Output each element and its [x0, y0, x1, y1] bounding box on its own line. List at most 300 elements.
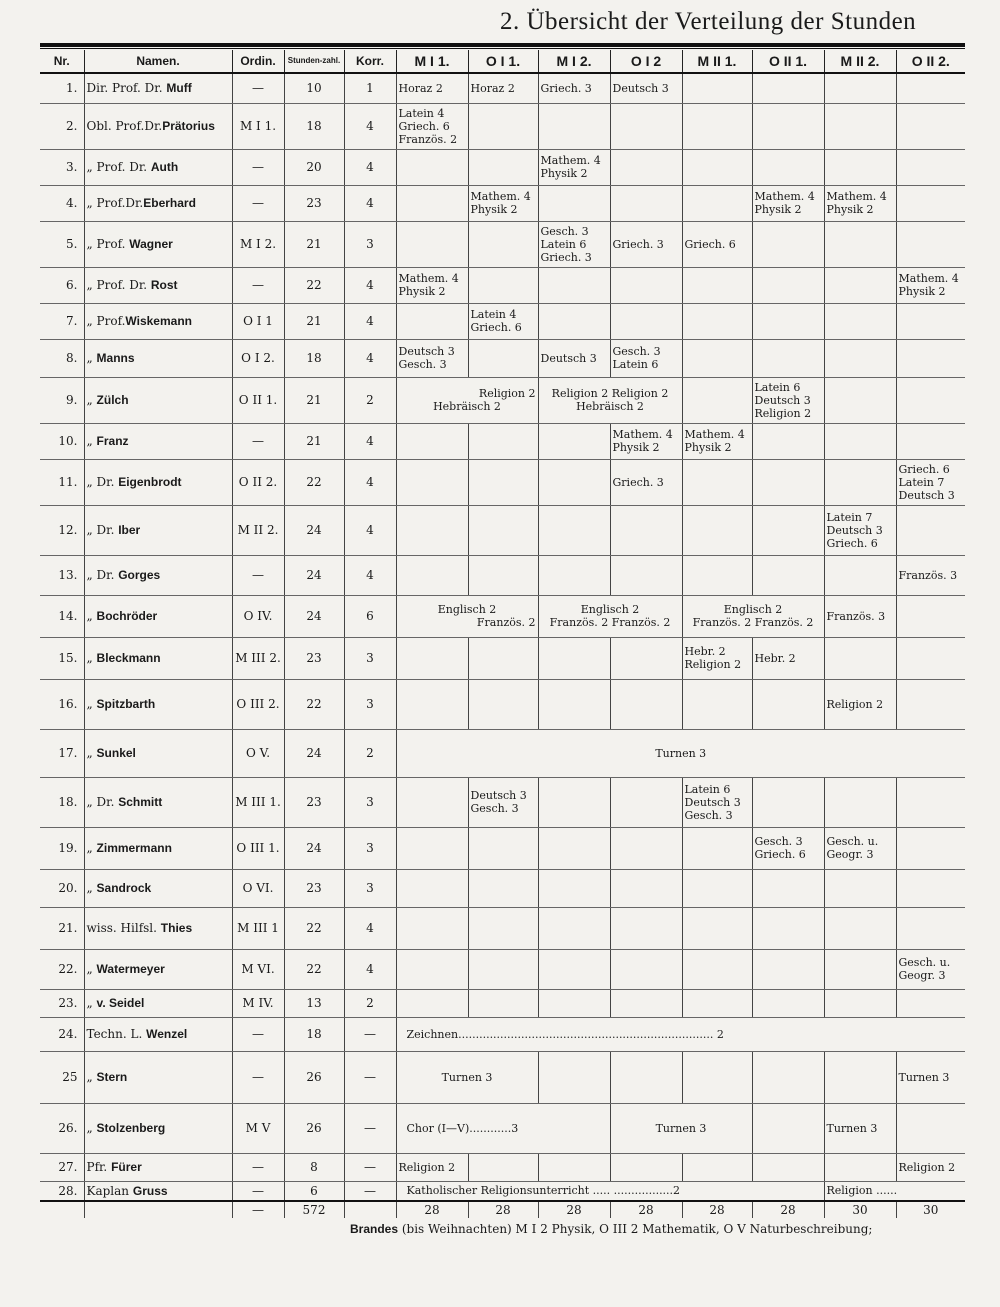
class-cell: [610, 637, 682, 679]
class-cell: [396, 777, 468, 827]
row-number: 9.: [40, 377, 84, 423]
teacher-name: [84, 729, 232, 777]
ordinariat: O II 2.: [232, 459, 284, 505]
sum-class: 28: [468, 1201, 538, 1218]
corrections: 2: [344, 729, 396, 777]
corrections: —: [344, 1181, 396, 1201]
teacher-name: [84, 377, 232, 423]
subject-entry: Englisch 2: [723, 603, 783, 616]
ordinariat: M VI.: [232, 949, 284, 989]
teacher-title: „: [86, 746, 93, 760]
teacher-surname: v. Seidel: [96, 996, 145, 1010]
teacher-name: [84, 267, 232, 303]
ordinariat: —: [232, 1153, 284, 1181]
class-cell: [682, 1153, 752, 1181]
class-cell: [468, 149, 538, 185]
class-cell: [538, 1051, 610, 1103]
footnote-name: Brandes: [350, 1222, 399, 1236]
class-cell: [752, 679, 824, 729]
subject-entry: Geogr. 3: [898, 969, 946, 982]
subject-entry: Englisch 2: [580, 603, 640, 616]
teacher-title: „ Dr.: [86, 795, 115, 809]
class-cell: [538, 505, 610, 555]
teacher-name: [84, 185, 232, 221]
subject-entry: Deutsch 3: [898, 488, 955, 502]
class-cell: [396, 185, 468, 221]
class-cell: [896, 459, 965, 505]
subject-entry: Mathem. 4: [612, 428, 673, 441]
teacher-name: [84, 73, 232, 103]
corrections: 6: [344, 595, 396, 637]
subject-entry: Hebräisch 2: [576, 400, 644, 413]
sum-class: 28: [610, 1201, 682, 1218]
class-cell: [396, 459, 468, 505]
class-cell: [824, 827, 896, 869]
row-number: 10.: [40, 423, 84, 459]
teacher-title: „ Prof. Dr.: [86, 278, 148, 292]
hours: 8: [284, 1153, 344, 1181]
teacher-surname: Iber: [118, 523, 141, 537]
class-cell: [538, 185, 610, 221]
class-cell: [396, 637, 468, 679]
teacher-title: Obl. Prof.Dr.: [86, 119, 163, 133]
sum-cell: [84, 1201, 232, 1218]
class-cell: [682, 637, 752, 679]
hours: 21: [284, 423, 344, 459]
class-cell: [824, 185, 896, 221]
table-row: [40, 103, 965, 149]
table-row: [40, 1103, 965, 1153]
class-cell: [752, 149, 824, 185]
hours: 22: [284, 459, 344, 505]
table-row: [40, 303, 965, 339]
hours: 10: [284, 73, 344, 103]
teacher-title: Pfr.: [86, 1160, 108, 1174]
row-number: 1.: [40, 73, 84, 103]
class-cell: [468, 505, 538, 555]
subject-entry: Englisch 2: [437, 603, 497, 616]
teacher-surname: Franz: [96, 434, 129, 448]
class-cell: [396, 103, 468, 149]
subject-entry: Latein 7: [898, 475, 945, 489]
class-cell: [396, 339, 468, 377]
class-cell: [824, 377, 896, 423]
class-cell: [396, 377, 538, 423]
subject-entry: Deutsch 3: [826, 523, 883, 537]
col-header: M II 2.: [824, 50, 896, 73]
class-cell: [682, 827, 752, 869]
class-cell: [468, 103, 538, 149]
schedule-table: [40, 50, 965, 1218]
teacher-title: „ Prof.: [86, 314, 126, 328]
class-cell: [468, 907, 538, 949]
class-cell: [682, 423, 752, 459]
teacher-title: „: [86, 881, 93, 895]
class-cell: Religion 2: [824, 679, 896, 729]
subject-entry: Latein 6: [754, 380, 801, 394]
teacher-title: Dir. Prof. Dr.: [86, 81, 163, 96]
teacher-name: [84, 989, 232, 1017]
hours: 18: [284, 339, 344, 377]
teacher-surname: Sandrock: [96, 881, 152, 895]
teacher-title: „: [86, 351, 93, 365]
teacher-title: „: [86, 841, 93, 855]
sum-class: 28: [682, 1201, 752, 1218]
table-row: [40, 949, 965, 989]
class-cell: [824, 637, 896, 679]
subject-entry: Physik 2: [826, 203, 874, 216]
class-cell: [610, 267, 682, 303]
ordinariat: —: [232, 423, 284, 459]
teacher-title: „ Dr.: [86, 475, 115, 489]
corrections: 3: [344, 777, 396, 827]
teacher-name: [84, 459, 232, 505]
corrections: 2: [344, 377, 396, 423]
row-number: 6.: [40, 267, 84, 303]
teacher-surname: Zimmermann: [96, 841, 172, 855]
class-cell: [538, 869, 610, 907]
hours: 6: [284, 1181, 344, 1201]
sum-class: 28: [538, 1201, 610, 1218]
class-cell: [682, 1051, 752, 1103]
class-cell: [468, 637, 538, 679]
row-number: 8.: [40, 339, 84, 377]
corrections: 4: [344, 907, 396, 949]
class-cell: [468, 185, 538, 221]
teacher-title: „ Prof. Dr.: [86, 160, 148, 174]
class-cell: [682, 777, 752, 827]
table-row: [40, 149, 965, 185]
top-rule-thin: [40, 48, 965, 49]
ordinariat: O V.: [232, 729, 284, 777]
class-cell: [682, 907, 752, 949]
corrections: 4: [344, 423, 396, 459]
teacher-title: wiss. Hilfsl.: [86, 921, 157, 935]
subject-entry: Physik 2: [398, 285, 446, 298]
col-header: Korr.: [344, 50, 396, 73]
class-cell: [752, 907, 824, 949]
ordinariat: O III 1.: [232, 827, 284, 869]
subject-entry: Französ. 2: [398, 132, 458, 146]
subject-entry: Mathem. 4: [754, 190, 815, 203]
teacher-name: [84, 303, 232, 339]
subject-entry: Religion 2: [684, 658, 742, 671]
teacher-surname: Sunkel: [96, 746, 136, 760]
class-cell: [896, 303, 965, 339]
subject-entry: Latein 6: [684, 782, 731, 796]
subject-entry: Gesch. 3: [470, 802, 519, 815]
subject-entry: Deutsch 3: [398, 345, 455, 358]
ordinariat: M III 1: [232, 907, 284, 949]
class-cell: [468, 459, 538, 505]
header-row: [40, 50, 965, 73]
teacher-surname: Thies: [160, 921, 193, 935]
hours: 22: [284, 679, 344, 729]
class-cell: Turnen 3: [824, 1103, 896, 1153]
class-cell: Griech. 3: [538, 73, 610, 103]
subject-entry: Deutsch 3: [470, 789, 527, 802]
class-cell: [682, 679, 752, 729]
subject-entry: Physik 2: [684, 441, 732, 454]
corrections: 4: [344, 103, 396, 149]
row-number: 18.: [40, 777, 84, 827]
class-cell: [896, 777, 965, 827]
class-cell: [538, 949, 610, 989]
ordinariat: O VI.: [232, 869, 284, 907]
corrections: 3: [344, 679, 396, 729]
table-row: [40, 339, 965, 377]
class-cell: [468, 221, 538, 267]
teacher-surname: Stolzenberg: [96, 1121, 166, 1135]
teacher-title: Kaplan: [86, 1183, 130, 1198]
subject-entry: Religion 2: [551, 387, 609, 400]
corrections: —: [344, 1017, 396, 1051]
class-cell: [824, 1051, 896, 1103]
class-cell: [752, 949, 824, 989]
row-number: 13.: [40, 555, 84, 595]
class-cell: [682, 339, 752, 377]
subject-entry: Hebr. 2: [684, 645, 726, 658]
class-cell: [610, 777, 682, 827]
sum-hours: 572: [284, 1201, 344, 1218]
sum-class: 30: [824, 1201, 896, 1218]
table-row: [40, 1181, 965, 1201]
teacher-name: [84, 1153, 232, 1181]
class-cell: [610, 185, 682, 221]
hours: 23: [284, 777, 344, 827]
ordinariat: M II 2.: [232, 505, 284, 555]
teacher-title: „: [86, 962, 93, 976]
table-row: [40, 267, 965, 303]
class-cell: Griech. 3: [610, 221, 682, 267]
class-cell: [468, 267, 538, 303]
class-cell: [538, 989, 610, 1017]
row-number: 24.: [40, 1017, 84, 1051]
subject-entry: Griech. 6: [898, 462, 950, 476]
subject-entry: Latein 6: [612, 358, 659, 371]
class-cell: [896, 907, 965, 949]
teacher-title: „: [86, 1070, 93, 1084]
table-row: [40, 777, 965, 827]
teacher-surname: Wagner: [129, 237, 173, 251]
table-row: [40, 377, 965, 423]
class-cell: [682, 149, 752, 185]
teacher-name: [84, 1017, 232, 1051]
subject-entry: Physik 2: [612, 441, 660, 454]
teacher-surname: Rost: [150, 278, 178, 292]
teacher-surname: Spitzbarth: [96, 697, 156, 711]
class-cell: Turnen 3: [396, 1051, 538, 1103]
teacher-title: „: [86, 697, 93, 711]
teacher-name: [84, 423, 232, 459]
class-cell: [468, 339, 538, 377]
teacher-surname: Muff: [166, 81, 192, 96]
class-cell: [824, 149, 896, 185]
class-cell: [468, 423, 538, 459]
class-cell: [896, 989, 965, 1017]
teacher-surname: Gruss: [132, 1183, 168, 1198]
class-cell: Griech. 6: [682, 221, 752, 267]
class-cell: [896, 103, 965, 149]
corrections: 4: [344, 949, 396, 989]
hours: 23: [284, 637, 344, 679]
corrections: —: [344, 1051, 396, 1103]
class-cell: [752, 1153, 824, 1181]
corrections: 3: [344, 637, 396, 679]
class-cell: [752, 869, 824, 907]
class-cell: [752, 221, 824, 267]
class-cell: [610, 679, 682, 729]
class-cell: Französ. 3: [896, 555, 965, 595]
ordinariat: O I 2.: [232, 339, 284, 377]
page-title: 2. Übersicht der Verteilung der Stunden: [500, 8, 917, 35]
class-cell: [824, 907, 896, 949]
ordinariat: —: [232, 1017, 284, 1051]
subject-entry: Griech. 3: [540, 250, 592, 264]
class-cell: [752, 377, 824, 423]
ordinariat: O IV.: [232, 595, 284, 637]
teacher-name: [84, 637, 232, 679]
row-number: 15.: [40, 637, 84, 679]
teacher-title: „ Prof.Dr.: [86, 196, 144, 210]
subject-entry: Französ. 2: [476, 616, 536, 629]
class-cell: Turnen 3: [396, 729, 965, 777]
teacher-title: „: [86, 434, 93, 448]
class-cell: [896, 149, 965, 185]
teacher-surname: Bleckmann: [96, 651, 161, 665]
class-cell: [468, 1153, 538, 1181]
corrections: 4: [344, 505, 396, 555]
corrections: 2: [344, 989, 396, 1017]
corrections: 1: [344, 73, 396, 103]
col-header: M II 1.: [682, 50, 752, 73]
subject-entry: Gesch. 3: [612, 345, 661, 358]
class-cell: [610, 505, 682, 555]
table-row: [40, 185, 965, 221]
hours: 24: [284, 729, 344, 777]
class-cell: [610, 303, 682, 339]
table-row: [40, 221, 965, 267]
class-cell: [896, 637, 965, 679]
class-cell: [610, 1051, 682, 1103]
row-number: 12.: [40, 505, 84, 555]
class-cell: [824, 339, 896, 377]
ordinariat: O III 2.: [232, 679, 284, 729]
row-number: 4.: [40, 185, 84, 221]
class-cell: [896, 827, 965, 869]
row-number: 27.: [40, 1153, 84, 1181]
class-cell: [682, 555, 752, 595]
class-cell: [396, 221, 468, 267]
teacher-name: [84, 1181, 232, 1201]
subject-entry: Französ. 2: [549, 616, 609, 629]
class-cell: [538, 555, 610, 595]
teacher-title: „: [86, 1121, 93, 1135]
subject-entry: Mathem. 4: [684, 428, 745, 441]
row-number: 17.: [40, 729, 84, 777]
hours: 26: [284, 1103, 344, 1153]
teacher-surname: Prätorius: [162, 119, 215, 133]
class-cell: [752, 505, 824, 555]
teacher-surname: Wiskemann: [125, 314, 192, 328]
class-cell: [896, 869, 965, 907]
class-cell: [824, 103, 896, 149]
subject-entry: Mathem. 4: [470, 190, 531, 203]
subject-entry: Gesch. u.: [826, 835, 879, 848]
class-cell: [752, 267, 824, 303]
subject-entry: Physik 2: [898, 285, 946, 298]
hours: 26: [284, 1051, 344, 1103]
class-cell: Französ. 3: [824, 595, 896, 637]
subject-entry: Religion 2: [478, 387, 536, 400]
col-header: Namen.: [84, 50, 232, 73]
row-number: 7.: [40, 303, 84, 339]
class-cell: [682, 73, 752, 103]
col-header: Nr.: [40, 50, 84, 73]
class-cell: [610, 949, 682, 989]
table-row: [40, 679, 965, 729]
hours: 22: [284, 907, 344, 949]
table-row: [40, 637, 965, 679]
subject-entry: Deutsch 3: [754, 393, 811, 407]
class-cell: [538, 103, 610, 149]
subject-entry: Physik 2: [754, 203, 802, 216]
teacher-title: Techn. L.: [86, 1027, 143, 1041]
class-cell: [752, 103, 824, 149]
class-cell: [468, 303, 538, 339]
row-number: 2.: [40, 103, 84, 149]
row-number: 23.: [40, 989, 84, 1017]
subject-entry: Gesch. 3: [398, 358, 447, 371]
ordinariat: O II 1.: [232, 377, 284, 423]
class-cell: [396, 989, 468, 1017]
subject-entry: Latein 7: [826, 510, 873, 524]
class-cell: [396, 267, 468, 303]
subject-entry: Gesch. 3: [684, 808, 733, 822]
row-number: 3.: [40, 149, 84, 185]
class-cell: [682, 377, 752, 423]
col-header: Ordin.: [232, 50, 284, 73]
teacher-name: [84, 679, 232, 729]
class-cell: Deutsch 3: [538, 339, 610, 377]
sum-class: 30: [896, 1201, 965, 1218]
subject-entry: Mathem. 4: [898, 272, 959, 285]
subject-entry: Physik 2: [470, 203, 518, 216]
class-cell: [538, 1153, 610, 1181]
class-cell: [752, 989, 824, 1017]
teacher-surname: Wenzel: [146, 1027, 188, 1041]
corrections: 4: [344, 339, 396, 377]
sum-cell: [344, 1201, 396, 1218]
hours: 20: [284, 149, 344, 185]
teacher-title: „: [86, 996, 93, 1010]
class-cell: [396, 505, 468, 555]
class-cell: [824, 505, 896, 555]
class-cell: [752, 185, 824, 221]
sum-cell: —: [232, 1201, 284, 1218]
sum-row: [40, 1201, 965, 1218]
row-number: 22.: [40, 949, 84, 989]
class-cell: [538, 149, 610, 185]
corrections: 4: [344, 459, 396, 505]
class-cell: [896, 221, 965, 267]
class-cell: [682, 267, 752, 303]
class-cell: [538, 827, 610, 869]
ordinariat: —: [232, 73, 284, 103]
col-header: M I 1.: [396, 50, 468, 73]
class-cell: [538, 303, 610, 339]
row-number: 21.: [40, 907, 84, 949]
